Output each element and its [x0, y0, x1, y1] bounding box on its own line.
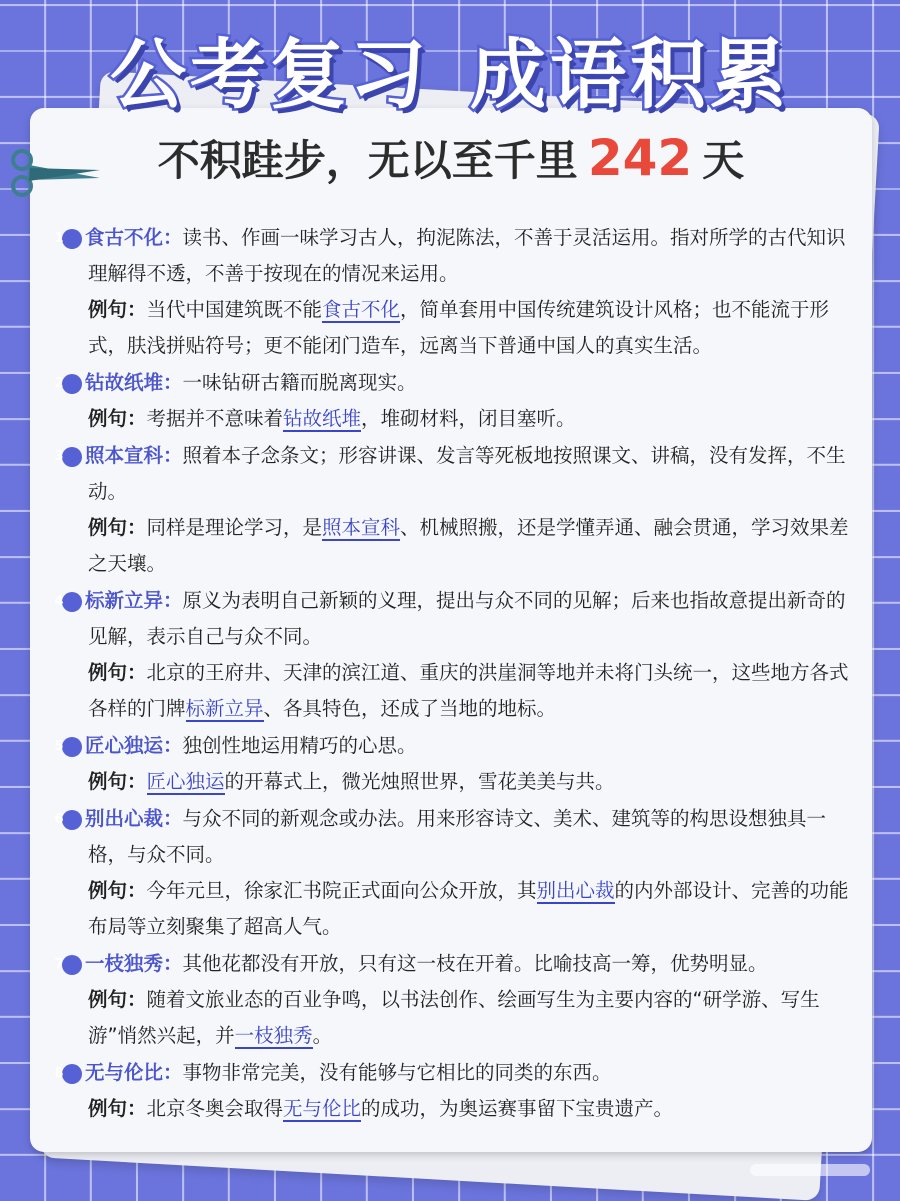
subtitle-text: 不积跬步，无以至千里: [157, 136, 578, 185]
idiom-term: 食古不化: [85, 226, 164, 249]
example-label: 例句：: [88, 298, 147, 321]
idiom-example: [62, 510, 852, 582]
definition-text: 独创性地运用精巧的心思。: [182, 734, 417, 757]
example-text: 的内外部设计、完善的功能布局等立刻聚集了超高人气。: [88, 879, 849, 938]
idiom-example: [62, 655, 852, 727]
idiom-entry: [54, 728, 852, 800]
title-left: 公考复习: [110, 30, 430, 119]
example-text: 今年元旦，徐家汇书院正式面向公众开放，其: [146, 879, 537, 902]
definition-text: 其他花都没有开放，只有这一枝在开着。比喻技高一筹，优势明显。: [182, 952, 768, 975]
entry-number-badge: 3: [62, 447, 82, 467]
highlighted-idiom: 标新立异: [185, 697, 264, 720]
idiom-example: [62, 982, 852, 1054]
idiom-colon: ：: [163, 371, 183, 394]
example-label: 例句：: [88, 1097, 147, 1120]
idiom-colon: ：: [163, 807, 183, 830]
example-text: 。: [312, 1024, 333, 1047]
idiom-term: 别出心裁: [85, 807, 164, 830]
definition-text: 原义为表明自己新颖的义理，提出与众不同的见解；后来也指故意提出新奇的见解，表示自己与众不同。: [88, 589, 846, 648]
idiom-definition: [54, 728, 852, 764]
idiom-definition: [54, 365, 852, 401]
idiom-entry: [54, 365, 852, 437]
example-text: 的开幕式上，微光烛照世界，雪花美美与共。: [224, 770, 615, 793]
example-text: 当代中国建筑既不能: [146, 298, 323, 321]
idiom-term: 照本宣科: [85, 444, 164, 467]
entry-number-badge: 1: [62, 229, 82, 249]
example-text: 同样是理论学习，是: [146, 516, 323, 539]
highlighted-idiom: 别出心裁: [536, 879, 615, 902]
idiom-term: 匠心独运: [85, 734, 164, 757]
example-text: 、机械照搬，还是学懂弄通、融会贯通，学习效果差之天壤。: [88, 516, 849, 575]
example-label: 例句：: [88, 407, 147, 430]
example-text: 的成功，为奥运赛事留下宝贵遗产。: [361, 1097, 674, 1120]
highlighted-idiom: 匠心独运: [146, 770, 225, 793]
idiom-term: 无与伦比: [85, 1061, 164, 1084]
idiom-list: [54, 220, 852, 1128]
example-label: 例句：: [88, 661, 147, 684]
highlighted-idiom: 无与伦比: [283, 1097, 362, 1120]
definition-text: 照着本子念条文；形容讲课、发言等死板地按照课文、讲稿，没有发挥，不生动。: [88, 444, 846, 503]
idiom-definition: [54, 438, 852, 510]
highlighted-idiom: 一枝独秀: [234, 1024, 313, 1047]
highlighted-idiom: 照本宣科: [322, 516, 401, 539]
example-text: 北京的王府井、天津的滨江道、重庆的洪崖洞等地并未将门头统一，这些地方各式各样的门牌: [88, 661, 849, 720]
definition-text: 事物非常完美，没有能够与它相比的同类的东西。: [182, 1061, 612, 1084]
idiom-example: [62, 764, 852, 800]
example-text: 北京冬奥会取得: [146, 1097, 284, 1120]
idiom-definition: [54, 583, 852, 655]
idiom-term: 标新立异: [85, 589, 164, 612]
idiom-definition: [54, 1055, 852, 1091]
idiom-entry: [54, 438, 852, 582]
idiom-colon: ：: [163, 444, 183, 467]
days-counter: 242: [587, 129, 693, 187]
watermark-mark: [750, 1160, 870, 1180]
example-text: ，堆砌材料，闭目塞听。: [361, 407, 576, 430]
entry-number-badge: 7: [62, 955, 82, 975]
idiom-colon: ：: [163, 734, 183, 757]
definition-text: 与众不同的新观念或办法。用来形容诗文、美术、建筑等的构思设想独具一格，与众不同。: [88, 807, 827, 866]
example-text: 随着文旅业态的百业争鸣，以书法创作、绘画写生为主要内容的“研学游、写生游”悄然兴起，并: [88, 988, 820, 1047]
entry-number-badge: 8: [62, 1064, 82, 1084]
example-label: 例句：: [88, 770, 147, 793]
page-title: [0, 14, 900, 123]
idiom-definition: [54, 946, 852, 982]
idiom-definition: [54, 801, 852, 873]
highlighted-idiom: 钻故纸堆: [283, 407, 362, 430]
title-right: 成语积累: [470, 30, 790, 119]
idiom-colon: ：: [163, 226, 183, 249]
subtitle: [30, 128, 872, 188]
entry-number-badge: 5: [62, 737, 82, 757]
entry-number-badge: 2: [62, 374, 82, 394]
idiom-example: [62, 292, 852, 364]
example-text: 、各具特色，还成了当地的地标。: [263, 697, 557, 720]
idiom-colon: ：: [163, 589, 183, 612]
entry-number-badge: 6: [62, 810, 82, 830]
definition-text: 读书、作画一味学习古人，拘泥陈法，不善于灵活运用。指对所学的古代知识理解得不透，不善于按现在的情况来运用。: [88, 226, 846, 285]
idiom-entry: [54, 801, 852, 945]
days-suffix: 天: [702, 136, 745, 185]
idiom-example: [62, 401, 852, 437]
example-label: 例句：: [88, 988, 147, 1011]
example-label: 例句：: [88, 879, 147, 902]
entry-number-badge: 4: [62, 592, 82, 612]
idiom-example: [62, 873, 852, 945]
idiom-entry: [54, 1055, 852, 1127]
example-text: 考据并不意味着: [146, 407, 284, 430]
idiom-entry: [54, 946, 852, 1054]
idiom-entry: [54, 220, 852, 364]
idiom-term: 一枝独秀: [85, 952, 164, 975]
idiom-entry: [54, 583, 852, 727]
example-label: 例句：: [88, 516, 147, 539]
highlighted-idiom: 食古不化: [322, 298, 401, 321]
idiom-example: [62, 1091, 852, 1127]
idiom-definition: [54, 220, 852, 292]
idiom-term: 钻故纸堆: [85, 371, 164, 394]
idiom-colon: ：: [163, 952, 183, 975]
example-text: ，简单套用中国传统建筑设计风格；也不能流于形式，肤浅拼贴符号；更不能闭门造车，远离当下普通中国人的真实生活。: [88, 298, 830, 357]
definition-text: 一味钻研古籍而脱离现实。: [182, 371, 417, 394]
idiom-colon: ：: [163, 1061, 183, 1084]
